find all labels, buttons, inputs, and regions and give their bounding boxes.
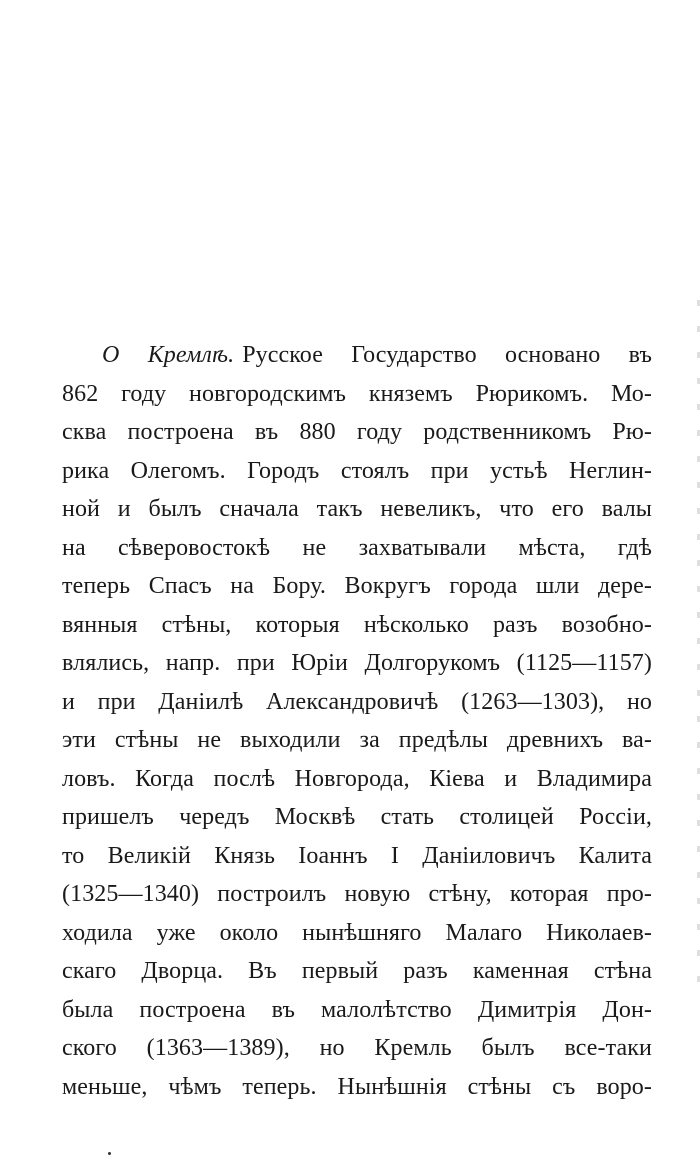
text-line-16: ходила уже около нынѣшняго Малаго Николаев- — [62, 919, 652, 946]
text-line-1 — [62, 336, 652, 375]
print-speck — [108, 1152, 111, 1155]
text-line-19: ского (1363—1389), но Кремль былъ все-таки — [62, 1035, 652, 1061]
text-line-3: сква построена въ 880 году родственникомъ Рю- — [62, 419, 652, 445]
text-line-12: ловъ. Когда послѣ Новгорода, Кіева и Владимира — [62, 765, 652, 792]
text-line-14: то Великій Князь Іоаннъ I Даніиловичъ Калита — [62, 842, 652, 869]
text-line-15: (1325—1340) построилъ новую стѣну, которая про- — [62, 881, 652, 907]
text-paragraph — [62, 336, 652, 1106]
text-line-8: вянныя стѣны, которыя нѣсколько разъ возобно- — [62, 611, 652, 638]
text-line-10: и при Даніилѣ Александровичѣ (1263—1303), но — [62, 688, 652, 715]
text-line-7: теперь Спасъ на Бору. Вокругъ города шли дере- — [62, 573, 652, 599]
text-line-11: эти стѣны не выходили за предѣлы древнихъ ва- — [62, 727, 652, 753]
text-line-17: скаго Дворца. Въ первый разъ каменная стѣна — [62, 958, 652, 984]
text-line-4: рика Олегомъ. Городъ стоялъ при устьѣ Неглин- — [62, 457, 652, 484]
text-line-5: ной и былъ сначала такъ невеликъ, что его валы — [62, 496, 652, 522]
text-line-20: меньше, чѣмъ теперь. Нынѣшнія стѣны съ воро- — [62, 1073, 652, 1100]
text-line-13: пришелъ чередъ Москвѣ стать столицей Россіи, — [62, 804, 652, 830]
text-line-1-body: Русское Государство основано въ — [242, 342, 653, 368]
text-line-18: была построена въ малолѣтство Димитрія Дон- — [62, 996, 652, 1023]
text-line-2: 862 году новгородскимъ княземъ Рюрикомъ. Мо- — [62, 380, 652, 407]
section-heading: О Кремлѣ. — [102, 342, 235, 368]
text-line-9: влялись, напр. при Юріи Долгорукомъ (1125—1157) — [62, 650, 652, 676]
text-line-6: на сѣверовостокѣ не захватывали мѣста, гдѣ — [62, 534, 652, 561]
